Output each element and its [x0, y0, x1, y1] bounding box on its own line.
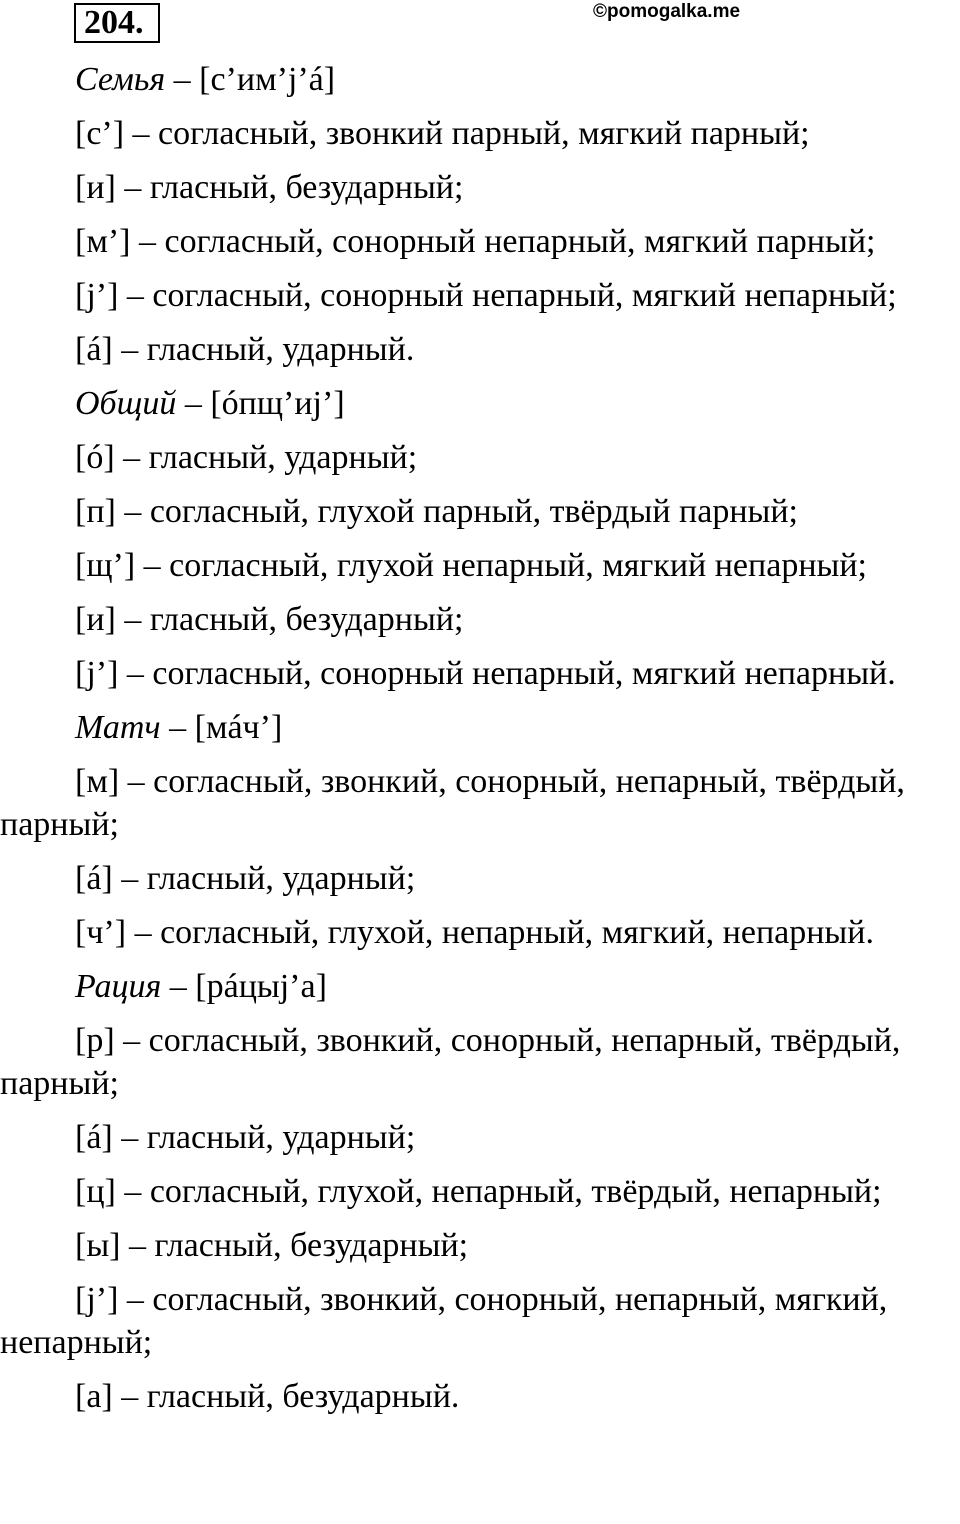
sound-line: [á] – гласный, ударный;: [75, 1119, 416, 1156]
sound-line: [с’] – согласный, звонкий парный, мягкий парный;: [75, 115, 810, 152]
line-word-semya: [0, 58, 960, 101]
sound-line: [м’] – согласный, сонорный непарный, мягкий парный;: [75, 223, 876, 260]
exercise-content: [0, 58, 960, 1429]
sound-line: [р] – согласный, звонкий, сонорный, непарный, твёрдый, парный;: [0, 1022, 901, 1102]
transcription: – [мáч’]: [160, 709, 283, 746]
transcription: – [рáцыj’а]: [161, 968, 327, 1005]
sound-line: [п] – согласный, глухой парный, твёрдый парный;: [75, 493, 798, 530]
sound-line: [á] – гласный, ударный;: [75, 860, 416, 897]
sound-line: [и] – гласный, безударный;: [75, 601, 464, 638]
sound-line: [м] – согласный, звонкий, сонорный, непарный, твёрдый, парный;: [0, 763, 905, 843]
word-label: Матч: [75, 709, 161, 746]
sound-line: [и] – гласный, безударный;: [75, 169, 464, 206]
page-header: [0, 0, 960, 50]
sound-line: [j’] – согласный, сонорный непарный, мягкий непарный;: [75, 277, 897, 314]
transcription: – [óпщ’иj’]: [176, 385, 345, 422]
word-label: Общий: [75, 385, 177, 422]
transcription: – [с’им’j’á]: [165, 61, 336, 98]
sound-line: [á] – гласный, ударный.: [75, 331, 415, 368]
line-word-match: [0, 706, 960, 749]
sound-line: [а] – гласный, безударный.: [75, 1378, 460, 1415]
sound-line: [щ’] – согласный, глухой непарный, мягкий непарный;: [75, 547, 867, 584]
sound-line: [j’] – согласный, сонорный непарный, мягкий непарный.: [75, 655, 896, 692]
sound-line: [ы] – гласный, безударный;: [75, 1227, 469, 1264]
exercise-number-box: 204.: [74, 3, 160, 43]
line-word-obshchiy: [0, 382, 960, 425]
sound-line: [ч’] – согласный, глухой, непарный, мягкий, непарный.: [75, 914, 874, 951]
word-label: Семья: [75, 61, 166, 98]
line-word-ratsiya: [0, 965, 960, 1008]
sound-line: [ó] – гласный, ударный;: [75, 439, 418, 476]
sound-line: [ц] – согласный, глухой, непарный, твёрдый, непарный;: [75, 1173, 882, 1210]
watermark: ©pomogalka.me: [593, 1, 741, 22]
sound-line: [j’] – согласный, звонкий, сонорный, непарный, мягкий, непарный;: [0, 1281, 888, 1361]
word-label: Рация: [75, 968, 162, 1005]
